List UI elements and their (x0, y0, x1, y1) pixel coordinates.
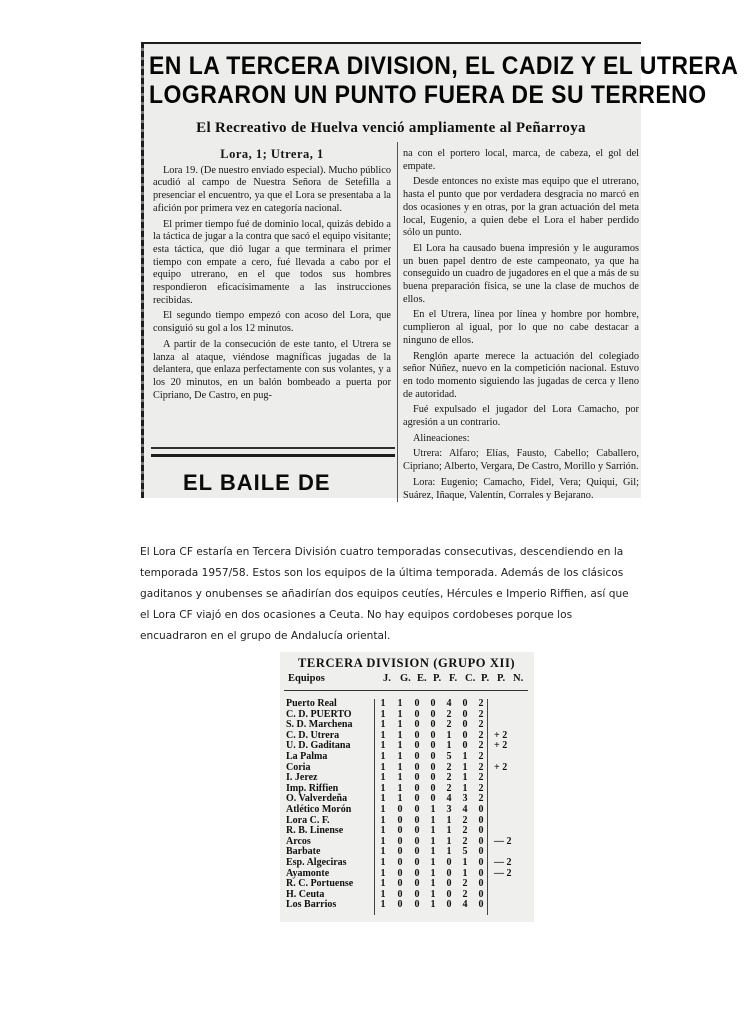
goals-for-cell: 0 (446, 899, 452, 911)
drawn-cell: 0 (414, 708, 420, 720)
goals-against-cell: 2 (462, 835, 468, 847)
drawn-cell: 0 (414, 856, 420, 868)
played-cell: 1 (380, 878, 386, 890)
lost-cell: 1 (430, 814, 436, 826)
goals-for-cell: 5 (446, 750, 452, 762)
article-paragraph: El segundo tiempo empezó con acoso del Lora, que consiguió su gol a los 12 minutos. (153, 310, 391, 335)
played-cell: 1 (380, 750, 386, 762)
headline-line-1: EN LA TERCERA DIVISION, EL CADIZ Y EL UTRERA (149, 52, 739, 80)
points-cell: 2 (478, 729, 484, 741)
team-name: Barbate (286, 846, 321, 858)
team-name: Imp. Riffien (286, 782, 339, 794)
points-cell: 0 (478, 867, 484, 879)
goals-for-cell: 3 (446, 803, 452, 815)
won-cell: 1 (397, 793, 403, 805)
points-cell: 2 (478, 761, 484, 773)
lineups-heading: Alineaciones: (413, 432, 470, 444)
goals-against-cell: 1 (462, 750, 468, 762)
header-p: P. (433, 673, 442, 684)
won-cell: 1 (397, 708, 403, 720)
lost-cell: 0 (430, 719, 436, 731)
team-name: O. Valverdeña (286, 793, 348, 805)
played-cell: 1 (380, 740, 386, 752)
won-cell: 0 (397, 814, 403, 826)
goals-against-cell: 1 (462, 772, 468, 784)
won-cell: 1 (397, 698, 403, 709)
goals-against-cell: 2 (462, 825, 468, 837)
drawn-cell: 0 (414, 867, 420, 879)
goals-against-cell: 2 (462, 878, 468, 890)
lost-cell: 0 (430, 761, 436, 773)
drawn-cell: 0 (414, 878, 420, 890)
drawn-cell: 0 (414, 698, 420, 709)
clipping-top-rule (143, 42, 641, 44)
team-name: Atlético Morón (286, 803, 352, 815)
caption-paragraph: El Lora CF estaría en Tercera División cuatro temporadas consecutivas, descendiendo en la temporada 1957/58. Estos son los equipos de la última temporada. Además de los clásicos gaditanos y onubenses se añadirían dos equipos ceutíes, Hércules e Imperio Riffien, así que el Lora CF viajó en dos ocasiones a Ceuta. No hay equipos cordobeses porque los encuadraron en el grupo de Andalucía oriental. (140, 546, 629, 642)
header-c: C. (465, 673, 476, 684)
drawn-cell: 0 (414, 899, 420, 911)
goals-against-cell: 2 (462, 814, 468, 826)
drawn-cell: 0 (414, 719, 420, 731)
drawn-cell: 0 (414, 750, 420, 762)
goals-against-cell: 0 (462, 729, 468, 741)
lost-cell: 1 (430, 846, 436, 858)
lost-cell: 1 (430, 867, 436, 879)
header-f: F. (449, 673, 458, 684)
article-paragraph: na con el portero local, marca, de cabeza, el gol del empate. (403, 148, 639, 172)
played-cell: 1 (380, 782, 386, 794)
table-row (286, 858, 530, 869)
played-cell: 1 (380, 888, 386, 900)
team-name: Esp. Algeciras (286, 856, 347, 868)
header-j: J. (383, 673, 391, 684)
points-cell: 2 (478, 793, 484, 805)
won-cell: 1 (397, 772, 403, 784)
lost-cell: 0 (430, 793, 436, 805)
team-name: Puerto Real (286, 698, 337, 709)
team-name: I. Jerez (286, 772, 318, 784)
drawn-cell: 0 (414, 793, 420, 805)
goals-for-cell: 0 (446, 878, 452, 890)
played-cell: 1 (380, 719, 386, 731)
team-name: Los Barrios (286, 899, 337, 911)
goals-for-cell: 4 (446, 698, 452, 709)
goals-against-cell: 0 (462, 698, 468, 709)
goals-for-cell: 2 (446, 782, 452, 794)
goals-for-cell: 2 (446, 761, 452, 773)
played-cell: 1 (380, 761, 386, 773)
goals-for-cell: 1 (446, 740, 452, 752)
points-cell: 0 (478, 803, 484, 815)
lost-cell: 1 (430, 803, 436, 815)
goals-against-cell: 0 (462, 708, 468, 720)
played-cell: 1 (380, 772, 386, 784)
table-row (286, 763, 530, 774)
drawn-cell: 0 (414, 888, 420, 900)
standings-clipping (280, 652, 534, 922)
lost-cell: 0 (430, 772, 436, 784)
article-paragraph: A partir de la consecución de este tanto, el Utrera se lanza al ataque, viéndose magníficas jugadas de la delantera, que enlaza perfectamente con sus volantes, y a los 20 minutos, en un balón bombeado a puerta por Cipriano, De Castro, en pug- (153, 338, 391, 401)
played-cell: 1 (380, 698, 386, 709)
team-name: R. B. Linense (286, 825, 344, 837)
played-cell: 1 (380, 729, 386, 741)
article-column-right (403, 148, 639, 505)
played-cell: 1 (380, 867, 386, 879)
header-rule (284, 690, 528, 691)
article-paragraph: Lora 19. (De nuestro enviado especial). Mucho público acudió al campo de Nuestra Señora de Setefilla a presenciar el encuentro, ya que el Lora se presentaba a la afición por primera vez en categoría nacional. (153, 164, 391, 214)
points-cell: 0 (478, 846, 484, 858)
goals-against-cell: 4 (462, 899, 468, 911)
won-cell: 0 (397, 846, 403, 858)
won-cell: 0 (397, 856, 403, 868)
team-name: Coria (286, 761, 311, 773)
article-paragraph: Fué expulsado el jugador del Lora Camacho, por agresión a un contrario. (403, 404, 639, 429)
goals-against-cell: 0 (462, 740, 468, 752)
lost-cell: 0 (430, 782, 436, 794)
goals-for-cell: 1 (446, 835, 452, 847)
team-name: Ayamonte (286, 867, 330, 879)
box-top-rule (151, 447, 395, 449)
points-cell: 2 (478, 698, 484, 709)
played-cell: 1 (380, 803, 386, 815)
team-name: H. Ceuta (286, 888, 325, 900)
points-cell: 2 (478, 782, 484, 794)
goals-for-cell: 2 (446, 772, 452, 784)
newspaper-clipping (141, 42, 739, 501)
won-cell: 0 (397, 899, 403, 911)
article-paragraph: El Lora ha causado buena impresión y le auguramos un buen papel dentro de este campeonato, ya que ha conseguido un cuadro de jugadores en el que a más de su buena preparación física, se une la clase de muchos de ellos. (403, 242, 639, 305)
won-cell: 0 (397, 888, 403, 900)
goals-against-cell: 1 (462, 782, 468, 794)
lost-cell: 0 (430, 729, 436, 741)
won-cell: 1 (397, 740, 403, 752)
played-cell: 1 (380, 814, 386, 826)
clipping-headline (149, 52, 739, 110)
points-cell: 2 (478, 708, 484, 720)
lost-cell: 1 (430, 835, 436, 847)
points-cell: 0 (478, 814, 484, 826)
goals-against-cell: 1 (462, 856, 468, 868)
team-name: C. D. PUERTO (286, 708, 352, 720)
goals-against-cell: 2 (462, 888, 468, 900)
match-title: Lora, 1; Utrera, 1 (220, 147, 324, 161)
article-paragraph: Desde entonces no existe mas equipo que el utrerano, hasta el punto que por verdadera desgracia no marcó en dos ocasiones y en otras, por la gran actuación del meta local, Eugenio, a quien debe el Lora el haber perdido sólo un punto. (403, 176, 639, 239)
played-cell: 1 (380, 825, 386, 837)
points-cell: 0 (478, 856, 484, 868)
goals-for-cell: 0 (446, 888, 452, 900)
goals-for-cell: 2 (446, 719, 452, 731)
clipping-subhead: El Recreativo de Huelva venció ampliamente al Peñarroya (196, 120, 586, 136)
won-cell: 0 (397, 867, 403, 879)
article-paragraph: En el Utrera, línea por línea y hombre por hombre, cumplieron al igual, por lo que no cabe destacar a ninguno de ellos. (403, 309, 639, 346)
standings-header (286, 673, 530, 689)
header-pn-n: N. (513, 673, 524, 684)
positive-negative-cell: + 2 (494, 740, 508, 752)
points-cell: 0 (478, 825, 484, 837)
points-cell: 2 (478, 772, 484, 784)
team-name: R. C. Portuense (286, 878, 354, 890)
header-e: E. (417, 673, 427, 684)
team-name: U. D. Gaditana (286, 740, 351, 752)
table-row (286, 699, 530, 710)
drawn-cell: 0 (414, 772, 420, 784)
won-cell: 0 (397, 803, 403, 815)
won-cell: 1 (397, 761, 403, 773)
article-paragraph: El primer tiempo fué de dominio local, quizás debido a la táctica de jugar a la contra que sacó el equipo visitante; esta táctica, que dió lugar a que terminara el primer tiempo con empate a cero, fué llevada a cabo por el equipo utrerano, en el que todos sus hombres respondieron eficacísimamente a las instrucciones recibidas. (153, 218, 391, 306)
team-name: Arcos (286, 835, 311, 847)
goals-against-cell: 5 (462, 846, 468, 858)
played-cell: 1 (380, 835, 386, 847)
header-pts: P. (481, 673, 490, 684)
won-cell: 1 (397, 782, 403, 794)
positive-negative-cell: + 2 (494, 761, 508, 773)
played-cell: 1 (380, 899, 386, 911)
drawn-cell: 0 (414, 835, 420, 847)
played-cell: 1 (380, 846, 386, 858)
goals-against-cell: 3 (462, 793, 468, 805)
goals-against-cell: 1 (462, 867, 468, 879)
goals-for-cell: 1 (446, 814, 452, 826)
lineup-lora: Lora: Eugenio; Camacho, Fidel, Vera; Quiqui, Gil; Suárez, Iñaque, Valentín, Corrales y Bejarano. (403, 476, 639, 501)
played-cell: 1 (380, 793, 386, 805)
standings-rows (286, 699, 530, 911)
positive-negative-cell: — 2 (494, 835, 512, 847)
points-cell: 2 (478, 740, 484, 752)
played-cell: 1 (380, 856, 386, 868)
lost-cell: 0 (430, 708, 436, 720)
lost-cell: 1 (430, 878, 436, 890)
table-row (286, 752, 530, 763)
article-column-left (153, 146, 391, 405)
drawn-cell: 0 (414, 825, 420, 837)
lost-cell: 0 (430, 750, 436, 762)
lost-cell: 1 (430, 888, 436, 900)
won-cell: 0 (397, 835, 403, 847)
goals-against-cell: 0 (462, 719, 468, 731)
column-divider (397, 142, 398, 502)
article-paragraph: Renglón aparte merece la actuación del colegiado señor Núñez, nuevo en la competición nacional. Estuvo en todo momento siguiendo las jugadas de cerca y lleno de autoridad. (403, 350, 639, 400)
positive-negative-cell: — 2 (494, 856, 512, 868)
points-cell: 0 (478, 878, 484, 890)
drawn-cell: 0 (414, 846, 420, 858)
header-pn-p: P. (497, 673, 506, 684)
goals-for-cell: 1 (446, 729, 452, 741)
goals-for-cell: 1 (446, 825, 452, 837)
points-cell: 0 (478, 899, 484, 911)
won-cell: 1 (397, 750, 403, 762)
table-row (286, 900, 530, 911)
goals-for-cell: 2 (446, 708, 452, 720)
won-cell: 1 (397, 729, 403, 741)
drawn-cell: 0 (414, 782, 420, 794)
lost-cell: 1 (430, 899, 436, 911)
won-cell: 0 (397, 825, 403, 837)
lost-cell: 1 (430, 856, 436, 868)
goals-against-cell: 4 (462, 803, 468, 815)
team-name: C. D. Utrera (286, 729, 340, 741)
headline-line-2: LOGRARON UN PUNTO FUERA DE SU TERRENO (149, 81, 707, 109)
drawn-cell: 0 (414, 740, 420, 752)
points-cell: 2 (478, 750, 484, 762)
goals-for-cell: 1 (446, 846, 452, 858)
table-row (286, 805, 530, 816)
points-cell: 2 (478, 719, 484, 731)
lost-cell: 0 (430, 740, 436, 752)
won-cell: 1 (397, 719, 403, 731)
drawn-cell: 0 (414, 761, 420, 773)
lost-cell: 0 (430, 698, 436, 709)
standings-title: TERCERA DIVISION (GRUPO XII) (298, 656, 516, 670)
won-cell: 0 (397, 878, 403, 890)
goals-for-cell: 0 (446, 856, 452, 868)
points-cell: 0 (478, 888, 484, 900)
positive-negative-cell: + 2 (494, 729, 508, 741)
goals-for-cell: 4 (446, 793, 452, 805)
positive-negative-cell: — 2 (494, 867, 512, 879)
box-heading: EL BAILE DE (183, 470, 331, 495)
played-cell: 1 (380, 708, 386, 720)
team-name: S. D. Marchena (286, 719, 353, 731)
table-row (286, 837, 530, 848)
points-cell: 0 (478, 835, 484, 847)
clipping-left-rule (141, 42, 144, 498)
drawn-cell: 0 (414, 729, 420, 741)
drawn-cell: 0 (414, 803, 420, 815)
team-name: Lora C. F. (286, 814, 330, 826)
goals-against-cell: 1 (462, 761, 468, 773)
header-equipos: Equipos (288, 673, 325, 684)
lineup-utrera: Utrera: Alfaro; Elías, Fausto, Cabello; Caballero, Cipriano; Alberto, Vergara, De Castro, Morillo y Sarrión. (403, 448, 639, 473)
team-name: La Palma (286, 750, 328, 762)
drawn-cell: 0 (414, 814, 420, 826)
lost-cell: 1 (430, 825, 436, 837)
goals-for-cell: 0 (446, 867, 452, 879)
header-g: G. (400, 673, 411, 684)
